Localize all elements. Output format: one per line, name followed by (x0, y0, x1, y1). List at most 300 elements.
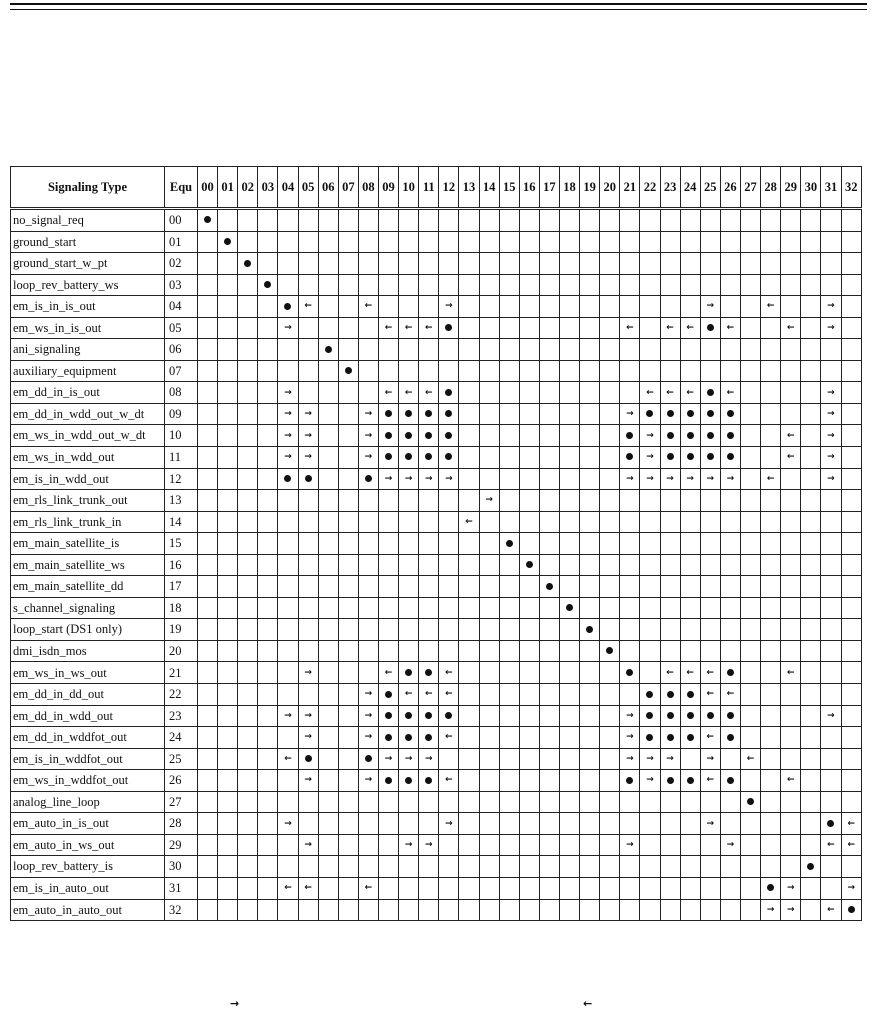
empty-cell (419, 511, 439, 533)
empty-cell (459, 877, 479, 899)
empty-cell (258, 360, 278, 382)
empty-cell (318, 640, 338, 662)
dot-icon (727, 453, 734, 460)
empty-cell (600, 727, 620, 749)
empty-cell (801, 770, 821, 792)
empty-cell (338, 705, 358, 727)
empty-cell (720, 640, 740, 662)
empty-cell (821, 554, 841, 576)
empty-cell (700, 640, 720, 662)
empty-cell (740, 253, 760, 275)
empty-cell (459, 662, 479, 684)
empty-cell (740, 468, 760, 490)
empty-cell (580, 662, 600, 684)
empty-cell (700, 834, 720, 856)
empty-cell (620, 382, 640, 404)
empty-cell (519, 490, 539, 512)
table-row (11, 382, 862, 404)
empty-cell (318, 425, 338, 447)
compatible-dot-cell (439, 425, 459, 447)
right-arrow-icon: → (445, 301, 453, 312)
empty-cell (198, 813, 218, 835)
empty-cell (399, 339, 419, 361)
empty-cell (499, 748, 519, 770)
empty-cell (761, 382, 781, 404)
empty-cell (559, 490, 579, 512)
empty-cell (660, 899, 680, 921)
empty-cell (399, 597, 419, 619)
empty-cell (459, 209, 479, 232)
right-arrow-cell (378, 748, 398, 770)
column-header-15: 15 (499, 167, 519, 209)
table-row (11, 748, 862, 770)
empty-cell (781, 468, 801, 490)
compatible-dot-cell (600, 640, 620, 662)
empty-cell (499, 640, 519, 662)
left-arrow-cell (700, 770, 720, 792)
column-header-18: 18 (559, 167, 579, 209)
empty-cell (519, 705, 539, 727)
empty-cell (539, 360, 559, 382)
empty-cell (358, 576, 378, 598)
empty-cell (720, 597, 740, 619)
empty-cell (298, 511, 318, 533)
empty-cell (378, 597, 398, 619)
left-arrow-cell (358, 296, 378, 318)
empty-cell (600, 403, 620, 425)
empty-cell (318, 877, 338, 899)
empty-cell (720, 554, 740, 576)
empty-cell (278, 511, 298, 533)
empty-cell (660, 877, 680, 899)
dot-icon (727, 410, 734, 417)
empty-cell (580, 856, 600, 878)
compatible-dot-cell (660, 770, 680, 792)
empty-cell (278, 834, 298, 856)
left-arrow-icon: ← (847, 818, 856, 829)
empty-cell (519, 339, 539, 361)
empty-cell (559, 748, 579, 770)
empty-cell (459, 619, 479, 641)
empty-cell (700, 490, 720, 512)
table-row (11, 209, 862, 232)
empty-cell (278, 684, 298, 706)
empty-cell (198, 576, 218, 598)
dot-icon (687, 432, 694, 439)
empty-cell (720, 576, 740, 598)
column-header-22: 22 (640, 167, 660, 209)
empty-cell (358, 619, 378, 641)
empty-cell (801, 834, 821, 856)
empty-cell (841, 231, 862, 253)
empty-cell (640, 209, 660, 232)
left-arrow-icon: ← (766, 301, 775, 312)
compatible-dot-cell (399, 727, 419, 749)
left-arrow-icon: ← (706, 667, 715, 678)
right-arrow-icon: → (364, 409, 373, 420)
left-arrow-cell (660, 382, 680, 404)
empty-cell (298, 360, 318, 382)
empty-cell (439, 619, 459, 641)
compatible-dot-cell (439, 705, 459, 727)
empty-cell (198, 834, 218, 856)
right-arrow-cell (479, 490, 499, 512)
empty-cell (580, 791, 600, 813)
empty-cell (439, 791, 459, 813)
empty-cell (580, 533, 600, 555)
empty-cell (761, 705, 781, 727)
right-arrow-cell (419, 834, 439, 856)
empty-cell (801, 684, 821, 706)
empty-cell (298, 856, 318, 878)
empty-cell (439, 899, 459, 921)
empty-cell (238, 576, 258, 598)
left-arrow-icon: ← (465, 516, 473, 527)
empty-cell (781, 791, 801, 813)
empty-cell (680, 877, 700, 899)
dot-icon (365, 755, 372, 762)
empty-cell (298, 253, 318, 275)
empty-cell (720, 339, 740, 361)
empty-cell (318, 231, 338, 253)
empty-cell (740, 360, 760, 382)
left-arrow-icon: ← (666, 667, 674, 678)
right-arrow-icon: → (827, 430, 835, 441)
signaling-type-name: s_channel_signaling (11, 597, 165, 619)
signaling-type-name: ground_start (11, 231, 165, 253)
dot-icon (445, 389, 452, 396)
right-arrow-icon: → (364, 430, 373, 441)
right-arrow-icon: → (726, 840, 735, 851)
right-arrow-cell (358, 770, 378, 792)
compatible-dot-cell (700, 705, 720, 727)
empty-cell (278, 554, 298, 576)
empty-cell (620, 619, 640, 641)
empty-cell (740, 834, 760, 856)
empty-cell (539, 382, 559, 404)
table-row (11, 468, 862, 490)
empty-cell (781, 813, 801, 835)
empty-cell (781, 382, 801, 404)
equ-code: 16 (165, 554, 198, 576)
left-arrow-cell (298, 877, 318, 899)
empty-cell (660, 791, 680, 813)
dot-icon (425, 712, 432, 719)
left-arrow-cell (399, 382, 419, 404)
empty-cell (238, 834, 258, 856)
right-arrow-icon: → (384, 753, 393, 764)
left-arrow-cell (278, 877, 298, 899)
dot-icon (626, 453, 633, 460)
empty-cell (761, 360, 781, 382)
right-arrow-icon: → (304, 710, 312, 721)
empty-cell (358, 597, 378, 619)
empty-cell (761, 253, 781, 275)
empty-cell (559, 554, 579, 576)
empty-cell (479, 533, 499, 555)
compatible-dot-cell (720, 662, 740, 684)
dot-icon (385, 432, 392, 439)
column-header-21: 21 (620, 167, 640, 209)
right-arrow-icon: → (827, 387, 835, 398)
empty-cell (801, 791, 821, 813)
empty-cell (439, 597, 459, 619)
compatible-dot-cell (378, 727, 398, 749)
dot-icon (425, 432, 432, 439)
column-header-06: 06 (318, 167, 338, 209)
equ-code: 28 (165, 813, 198, 835)
empty-cell (761, 490, 781, 512)
empty-cell (600, 231, 620, 253)
empty-cell (258, 447, 278, 469)
empty-cell (479, 296, 499, 318)
signaling-type-name: ground_start_w_pt (11, 253, 165, 275)
empty-cell (298, 813, 318, 835)
empty-cell (700, 274, 720, 296)
empty-cell (198, 748, 218, 770)
dot-icon (445, 432, 452, 439)
empty-cell (700, 360, 720, 382)
empty-cell (680, 619, 700, 641)
left-arrow-icon: ← (445, 775, 453, 786)
empty-cell (539, 619, 559, 641)
empty-cell (198, 705, 218, 727)
empty-cell (680, 899, 700, 921)
right-arrow-icon: → (284, 818, 292, 829)
empty-cell (258, 791, 278, 813)
empty-cell (479, 770, 499, 792)
empty-cell (620, 253, 640, 275)
empty-cell (559, 209, 579, 232)
empty-cell (660, 834, 680, 856)
left-arrow-cell (680, 662, 700, 684)
empty-cell (740, 770, 760, 792)
empty-cell (318, 770, 338, 792)
signaling-type-name: em_main_satellite_is (11, 533, 165, 555)
empty-cell (298, 209, 318, 232)
empty-cell (519, 597, 539, 619)
dot-icon (646, 712, 653, 719)
left-arrow-icon: ← (404, 387, 413, 398)
empty-cell (499, 339, 519, 361)
compatible-dot-cell (298, 468, 318, 490)
left-arrow-cell (399, 684, 419, 706)
empty-cell (781, 274, 801, 296)
compatible-dot-cell (620, 662, 640, 684)
empty-cell (600, 447, 620, 469)
empty-cell (238, 640, 258, 662)
empty-cell (419, 791, 439, 813)
empty-cell (258, 533, 278, 555)
empty-cell (640, 619, 660, 641)
dot-icon (626, 432, 633, 439)
empty-cell (620, 274, 640, 296)
empty-cell (318, 403, 338, 425)
empty-cell (459, 770, 479, 792)
left-arrow-icon: ← (364, 883, 373, 894)
empty-cell (680, 856, 700, 878)
right-arrow-icon: → (304, 430, 312, 441)
empty-cell (781, 554, 801, 576)
empty-cell (479, 382, 499, 404)
empty-cell (218, 360, 238, 382)
empty-cell (720, 533, 740, 555)
right-arrow-icon: → (364, 732, 373, 743)
empty-cell (660, 554, 680, 576)
left-arrow-icon: ← (304, 301, 312, 312)
left-arrow-cell (378, 382, 398, 404)
empty-cell (419, 339, 439, 361)
empty-cell (399, 619, 419, 641)
empty-cell (198, 468, 218, 490)
empty-cell (781, 748, 801, 770)
empty-cell (680, 296, 700, 318)
empty-cell (519, 576, 539, 598)
empty-cell (378, 231, 398, 253)
empty-cell (499, 877, 519, 899)
table-row (11, 834, 862, 856)
empty-cell (841, 705, 862, 727)
signaling-type-name: em_is_in_wdd_out (11, 468, 165, 490)
column-header-24: 24 (680, 167, 700, 209)
empty-cell (539, 705, 559, 727)
right-arrow-cell (439, 813, 459, 835)
right-arrow-cell (439, 468, 459, 490)
empty-cell (218, 576, 238, 598)
right-arrow-cell (439, 296, 459, 318)
right-arrow-cell (358, 684, 378, 706)
empty-cell (660, 619, 680, 641)
empty-cell (539, 662, 559, 684)
empty-cell (539, 468, 559, 490)
empty-cell (519, 231, 539, 253)
empty-cell (439, 554, 459, 576)
empty-cell (539, 403, 559, 425)
empty-cell (720, 253, 740, 275)
column-header-07: 07 (338, 167, 358, 209)
empty-cell (519, 899, 539, 921)
dot-icon (425, 410, 432, 417)
left-arrow-icon: ← (445, 667, 453, 678)
empty-cell (198, 296, 218, 318)
signaling-type-name: em_ws_in_is_out (11, 317, 165, 339)
empty-cell (801, 490, 821, 512)
left-arrow-icon: ← (827, 904, 835, 915)
left-arrow-cell (399, 317, 419, 339)
empty-cell (740, 662, 760, 684)
empty-cell (378, 856, 398, 878)
empty-cell (459, 748, 479, 770)
empty-cell (660, 360, 680, 382)
compatible-dot-cell (680, 770, 700, 792)
empty-cell (238, 317, 258, 339)
dot-icon (707, 712, 714, 719)
signaling-type-name: em_rls_link_trunk_out (11, 490, 165, 512)
equ-code: 18 (165, 597, 198, 619)
empty-cell (740, 317, 760, 339)
empty-cell (479, 317, 499, 339)
left-arrow-cell (781, 662, 801, 684)
empty-cell (278, 576, 298, 598)
empty-cell (218, 490, 238, 512)
empty-cell (459, 533, 479, 555)
right-arrow-icon: → (646, 452, 654, 463)
dot-icon (727, 777, 734, 784)
empty-cell (459, 317, 479, 339)
empty-cell (298, 317, 318, 339)
empty-cell (519, 425, 539, 447)
empty-cell (479, 231, 499, 253)
table-row (11, 403, 862, 425)
empty-cell (801, 576, 821, 598)
empty-cell (801, 877, 821, 899)
empty-cell (580, 209, 600, 232)
empty-cell (479, 877, 499, 899)
empty-cell (740, 209, 760, 232)
empty-cell (539, 640, 559, 662)
equ-code: 09 (165, 403, 198, 425)
equ-code: 01 (165, 231, 198, 253)
compatible-dot-cell (358, 748, 378, 770)
empty-cell (258, 748, 278, 770)
empty-cell (338, 834, 358, 856)
empty-cell (519, 684, 539, 706)
empty-cell (580, 382, 600, 404)
dot-icon (385, 410, 392, 417)
empty-cell (278, 209, 298, 232)
empty-cell (479, 403, 499, 425)
left-arrow-cell (439, 727, 459, 749)
empty-cell (640, 791, 660, 813)
column-header-26: 26 (720, 167, 740, 209)
left-arrow-icon: ← (706, 775, 715, 786)
empty-cell (459, 339, 479, 361)
empty-cell (841, 209, 862, 232)
empty-cell (640, 317, 660, 339)
empty-cell (499, 360, 519, 382)
empty-cell (318, 554, 338, 576)
signaling-type-name: auxiliary_equipment (11, 360, 165, 382)
left-arrow-icon: ← (284, 753, 292, 764)
right-arrow-cell (620, 468, 640, 490)
empty-cell (258, 209, 278, 232)
empty-cell (419, 296, 439, 318)
left-arrow-cell (278, 748, 298, 770)
empty-cell (801, 317, 821, 339)
compatible-dot-cell (841, 899, 862, 921)
empty-cell (399, 554, 419, 576)
right-arrow-cell (278, 403, 298, 425)
equ-code: 22 (165, 684, 198, 706)
equ-code: 10 (165, 425, 198, 447)
empty-cell (278, 274, 298, 296)
left-arrow-cell (378, 317, 398, 339)
empty-cell (620, 813, 640, 835)
empty-cell (559, 791, 579, 813)
empty-cell (218, 317, 238, 339)
empty-cell (439, 834, 459, 856)
dot-icon (445, 712, 452, 719)
empty-cell (419, 576, 439, 598)
empty-cell (419, 899, 439, 921)
empty-cell (539, 490, 559, 512)
empty-cell (519, 209, 539, 232)
dot-icon (606, 647, 613, 654)
empty-cell (600, 339, 620, 361)
empty-cell (278, 490, 298, 512)
empty-cell (499, 403, 519, 425)
empty-cell (258, 490, 278, 512)
